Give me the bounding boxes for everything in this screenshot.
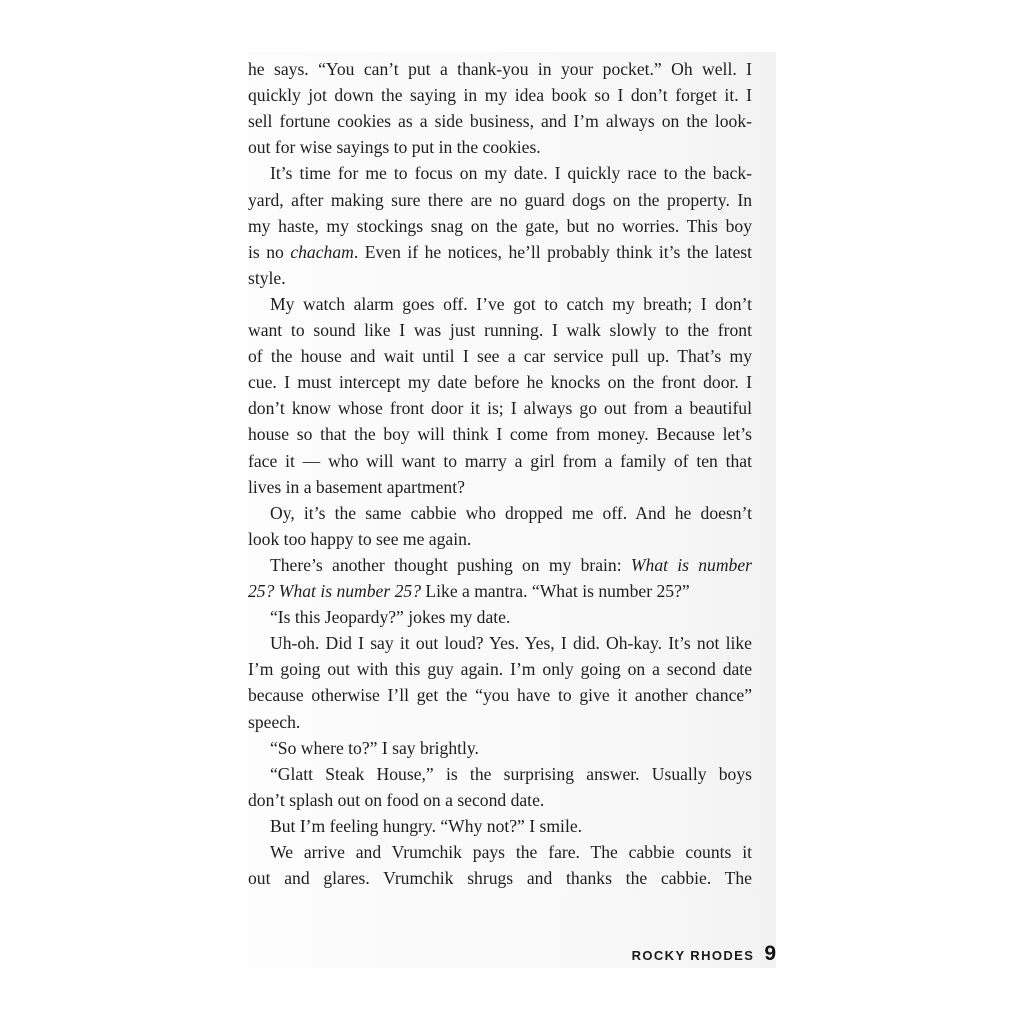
text-line: he says. “You can’t put a thank-you in your pocket.” Oh well. I — [248, 59, 752, 79]
text-line: of the house and wait until I see a car service pull up. That’s my — [248, 346, 752, 367]
text-line: I’m going out with this guy again. I’m only going on a second date — [248, 659, 752, 680]
text-line: yard, after making sure there are no guard dogs on the property. In — [248, 189, 752, 210]
text-line: lives in a basement apartment? — [248, 476, 465, 497]
page-number: 9 — [764, 942, 776, 965]
text-line: There’s another thought pushing on my brain: What is number — [270, 554, 753, 575]
text-line: don’t splash out on food on a second date. — [248, 789, 545, 810]
text-line: “Is this Jeopardy?” jokes my date. — [270, 607, 511, 628]
text-line: don’t know whose front door it is; I always go out from a beautiful — [248, 398, 752, 419]
text-line: want to sound like I was just running. I walk slowly to the front — [248, 320, 752, 340]
text-line: style. — [248, 267, 286, 288]
text-line: “Glatt Steak House,” is the surprising answer. Usually boys — [270, 763, 752, 784]
page-footer — [632, 942, 776, 966]
text-line: “So where to?” I say brightly. — [270, 737, 479, 758]
text-line: Uh-oh. Did I say it out loud? Yes. Yes, I did. Oh-kay. It’s not like — [270, 633, 752, 654]
text-line: My watch alarm goes off. I’ve got to catch my breath; I don’t — [270, 293, 752, 314]
text-line: We arrive and Vrumchik pays the fare. The cabbie counts it — [270, 842, 752, 862]
text-line: cue. I must intercept my date before he knocks on the front door. I — [248, 372, 752, 393]
text-line: quickly jot down the saying in my idea book so I don’t forget it. I — [248, 85, 752, 106]
book-page — [248, 52, 776, 968]
text-line: face it — who will want to marry a girl from a family of ten that — [248, 450, 752, 471]
text-line: But I’m feeling hungry. “Why not?” I smile. — [270, 815, 583, 836]
text-line: out and glares. Vrumchik shrugs and thanks the cabbie. The — [248, 868, 752, 889]
text-line: my haste, my stockings snag on the gate, but no worries. This boy — [248, 215, 752, 236]
text-line: house so that the boy will think I come from money. Because let’s — [248, 424, 752, 445]
text-line: look too happy to see me again. — [248, 528, 472, 549]
text-line: 25? What is number 25? Like a mantra. “What is number 25?” — [248, 581, 690, 601]
running-head: ROCKY RHODES — [631, 948, 755, 963]
text-line: Oy, it’s the same cabbie who dropped me off. And he doesn’t — [270, 502, 752, 523]
text-line: because otherwise I’ll get the “you have to give it another chance” — [248, 685, 752, 706]
text-line: out for wise sayings to put in the cookies. — [248, 137, 541, 158]
text-line: is no chacham. Even if he notices, he’ll probably think it’s the latest — [248, 241, 752, 262]
text-line: speech. — [248, 711, 301, 732]
text-line: It’s time for me to focus on my date. I quickly race to the back- — [270, 163, 752, 184]
text-line: sell fortune cookies as a side business, and I’m always on the look- — [248, 111, 752, 132]
